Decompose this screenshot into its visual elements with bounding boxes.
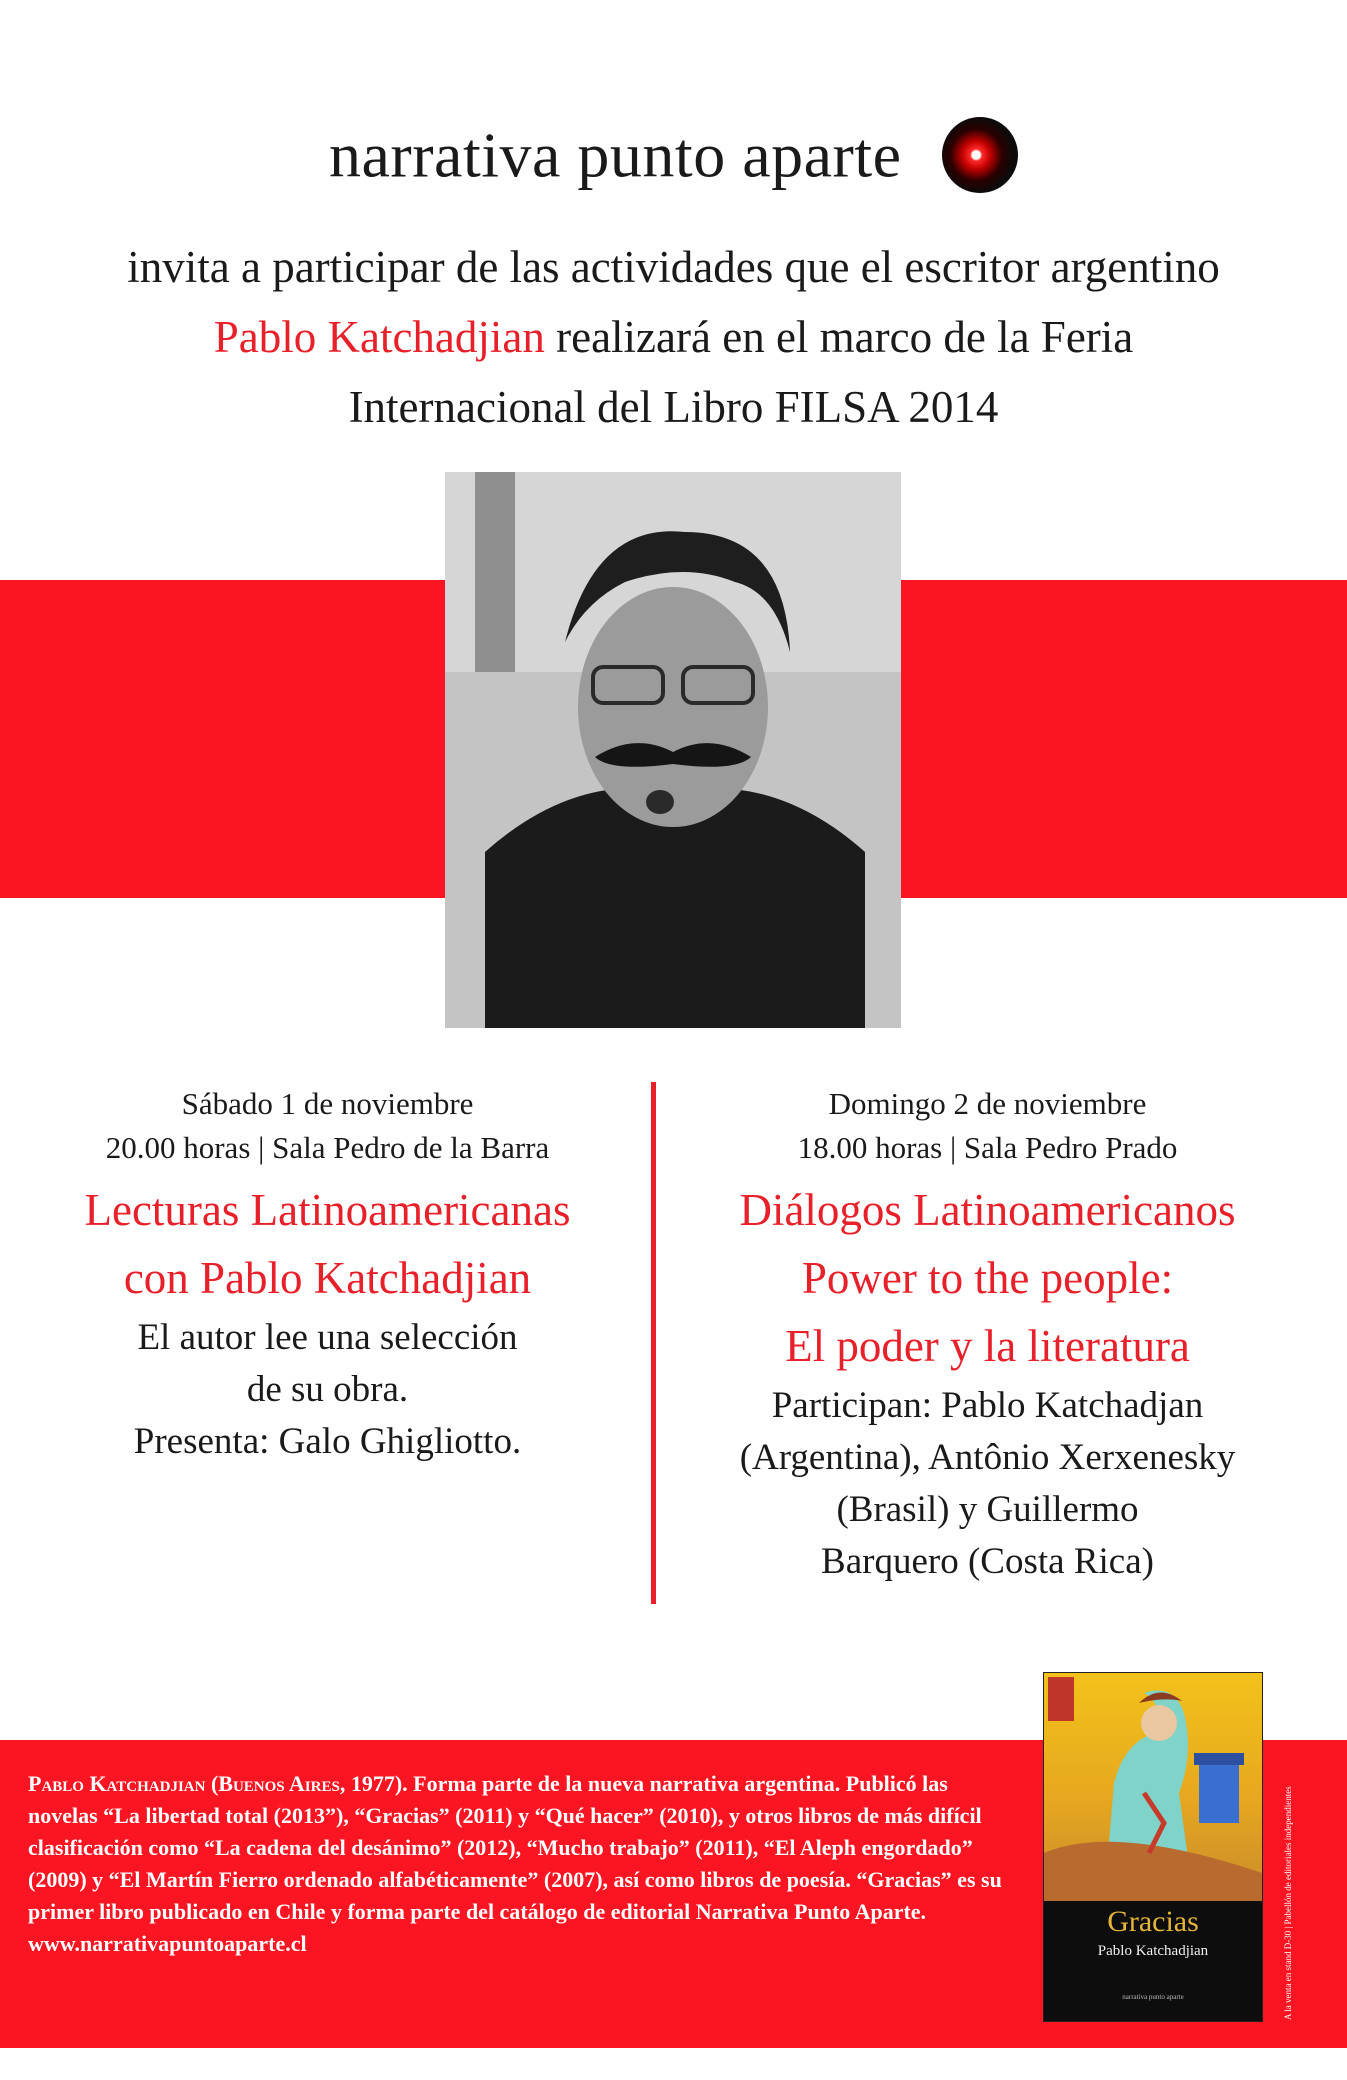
event-time-place: 18.00 horas | Sala Pedro Prado <box>797 1130 1178 1165</box>
stand-note-text: A la venta en stand D-30 | Pabellón de editoriales independientes <box>1283 1786 1293 2020</box>
book-title: Gracias <box>1107 1905 1199 1938</box>
author-photo <box>445 472 901 1028</box>
author-portrait-image <box>445 472 901 1028</box>
book-cover-art <box>1044 1673 1262 1901</box>
author-bio <box>28 1768 1018 1960</box>
event-description <box>670 1380 1305 1588</box>
brand-header <box>0 112 1347 193</box>
event-title-line: Power to the people: <box>801 1253 1174 1303</box>
event-description <box>20 1312 635 1468</box>
book-cover <box>1043 1672 1263 2022</box>
book-publisher: narrativa punto aparte <box>1122 1993 1184 2001</box>
bio-author-name: Pablo Katchadjian (Buenos Aires, 1977). <box>28 1771 408 1796</box>
event-description-line: Presenta: Galo Ghigliotto. <box>133 1421 522 1462</box>
event-title-line: Diálogos Latinoamericanos <box>739 1185 1236 1235</box>
event-date: Domingo 2 de noviembre <box>828 1086 1147 1121</box>
event-title-line: El poder y la literatura <box>785 1321 1190 1371</box>
event-description-line: (Brasil) y Guillermo <box>836 1489 1139 1530</box>
event-time-place: 20.00 horas | Sala Pedro de la Barra <box>105 1130 550 1165</box>
event-title-line: Lecturas Latinoamericanas <box>84 1185 571 1235</box>
event-title <box>670 1176 1305 1380</box>
event-description-line: de su obra. <box>246 1369 409 1410</box>
event-sunday <box>670 1082 1305 1588</box>
bio-text: Forma parte de la nueva narrativa argentina. Publicó las novelas “La libertad total (2013”), “Gracias” (2011) y “Qué hacer” (2010), y otros libros de más difícil clasificación como “La cadena del desánimo” (2012), “Mucho trabajo” (2011), “El Aleph engordado” (2009) y “El Martín Fierro ordenado alfabéticamente” (2007), así como libros de poesía. “Gracias” es su primer libro publicado en Chile y forma parte del catálogo de editorial Narrativa Punto Aparte. <box>28 1771 1002 1924</box>
intro-text-start: invita a participar de las actividades que el escritor argentino <box>127 242 1220 292</box>
intro-text-end: realizará en el marco de la Feria Internacional del Libro FILSA 2014 <box>348 312 1134 432</box>
book-author: Pablo Katchadjian <box>1097 1943 1209 1959</box>
intro-paragraph <box>90 232 1257 442</box>
brand-name: narrativa punto aparte <box>329 119 902 191</box>
event-description-line: Barquero (Costa Rica) <box>821 1541 1154 1582</box>
event-saturday <box>20 1082 635 1468</box>
event-date: Sábado 1 de noviembre <box>181 1086 474 1121</box>
column-divider <box>651 1082 656 1604</box>
brand-logo-icon <box>942 117 1018 193</box>
event-title-line: con Pablo Katchadjian <box>123 1253 532 1303</box>
intro-author-name: Pablo Katchadjian <box>213 312 545 362</box>
event-description-line: Participan: Pablo Katchadjan <box>771 1385 1204 1426</box>
stand-note <box>1266 1672 1300 2020</box>
event-description-line: El autor lee una selección <box>137 1317 518 1358</box>
book-cover-illustration <box>1044 1673 1262 1901</box>
event-description-line: (Argentina), Antônio Xerxenesky <box>739 1437 1236 1478</box>
website-link[interactable]: www.narrativapuntoaparte.cl <box>28 1931 307 1956</box>
event-title <box>20 1176 635 1312</box>
